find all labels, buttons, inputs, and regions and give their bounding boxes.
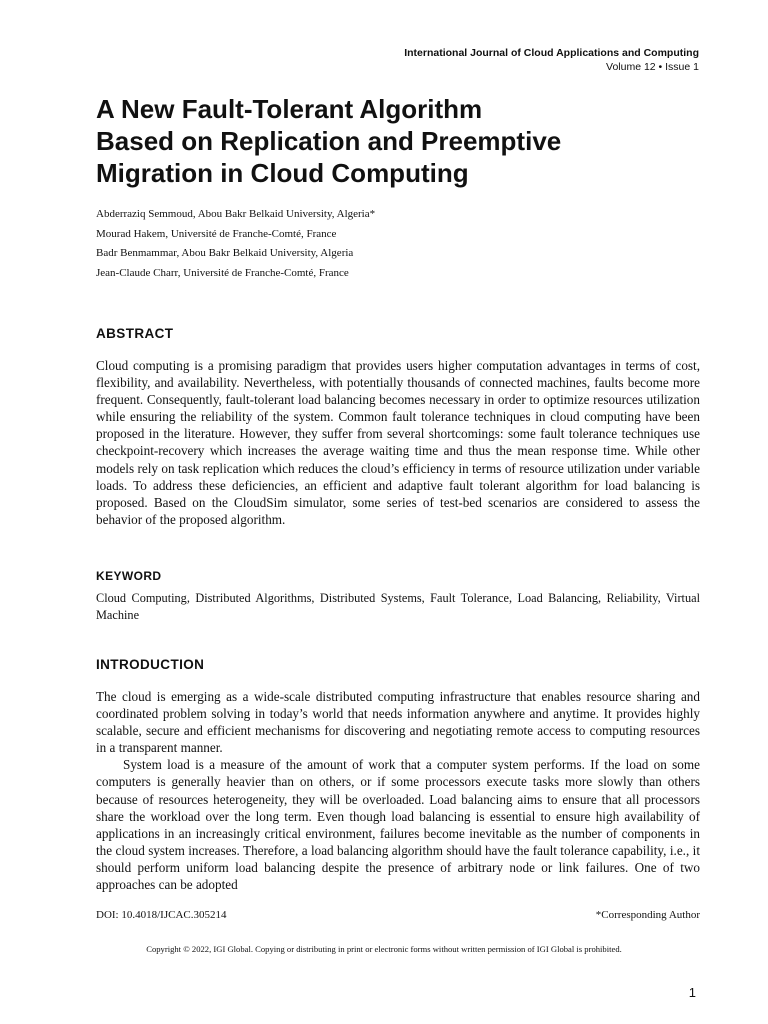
author-line: Jean-Claude Charr, Université de Franche-Comté, France [96,266,349,279]
abstract-heading: ABSTRACT [96,326,174,341]
introduction-heading: INTRODUCTION [96,657,205,672]
corresponding-author-note: *Corresponding Author [595,909,700,921]
intro-paragraph: System load is a measure of the amount of work that a computer system performs. If the load on some computers is generally heavier than on others, or if some processors execute tasks more slowly than others because of resources heterogeneity, they will be overloaded. Load balancing aims to ensure that all processors share the workload over the long term. Even though load balancing is essential to ensure high availability of applications in an increasingly critical environment, failures become inevitable as the number of components in the cloud system increases. Therefore, a load balancing algorithm should have the fault tolerance capability, i.e., it should perform uniform load balancing despite the presence of arbitrary node or link failures. One of two approaches can be adopted [96,757,700,893]
author-line: Badr Benmammar, Abou Bakr Belkaid University, Algeria [96,247,354,259]
copyright-notice: Copyright © 2022, IGI Global. Copying or distributing in print or electronic forms without written permission of IGI Global is prohibited. [146,944,622,954]
introduction-body [96,688,700,893]
doi: DOI: 10.4018/IJCAC.305214 [96,909,227,921]
title-line: Migration in Cloud Computing [96,158,469,188]
abstract-text: Cloud computing is a promising paradigm that provides users higher computation advantages in terms of cost, flexibility, and availability. Nevertheless, with potentially thousands of connected machines, faults become more frequent. Consequently, fault-tolerant load balancing becomes necessary in order to optimize resources utilization while ensuring the reliability of the system. Common fault tolerance techniques in cloud computing have been proposed in the literature. However, they suffer from several shortcomings: some fault tolerance techniques use checkpoint-recovery which increases the average waiting time and thus the mean response time. While other models rely on task replication which reduces the cloud’s efficiency in terms of resource utilization under variable loads. To address these deficiencies, an efficient and adaptive fault tolerant algorithm for load balancing is proposed. Based on the CloudSim simulator, some series of test-bed scenarios are considered to assess the behavior of the proposed algorithm. [96,358,700,527]
page-number: 1 [688,985,696,1000]
author-line: Abderraziq Semmoud, Abou Bakr Belkaid University, Algeria* [96,208,376,220]
keyword-heading: KEYWORD [96,569,162,583]
title-line: A New Fault-Tolerant Algorithm [96,94,483,124]
abstract-body [96,357,700,528]
journal-name: International Journal of Cloud Applications and Computing [404,47,699,59]
title-line: Based on Replication and Preemptive [96,126,562,156]
author-line: Mourad Hakem, Université de Franche-Comté, France [96,227,337,240]
keyword-list [96,590,700,624]
paper-title [96,93,696,189]
keyword-text: Cloud Computing, Distributed Algorithms, Distributed Systems, Fault Tolerance, Load Balancing, Reliability, Virtual Machine [96,591,700,622]
journal-issue: Volume 12 • Issue 1 [606,61,699,73]
author-list [96,205,375,283]
journal-header [404,46,699,74]
intro-paragraph: The cloud is emerging as a wide-scale distributed computing infrastructure that enables resource sharing and coordinated problem solving in today’s world that needs information anywhere and anytime. It provides highly scalable, secure and efficient mechanisms for discovering and negotiating remote access to computing resources in a transparent manner. [96,689,700,756]
